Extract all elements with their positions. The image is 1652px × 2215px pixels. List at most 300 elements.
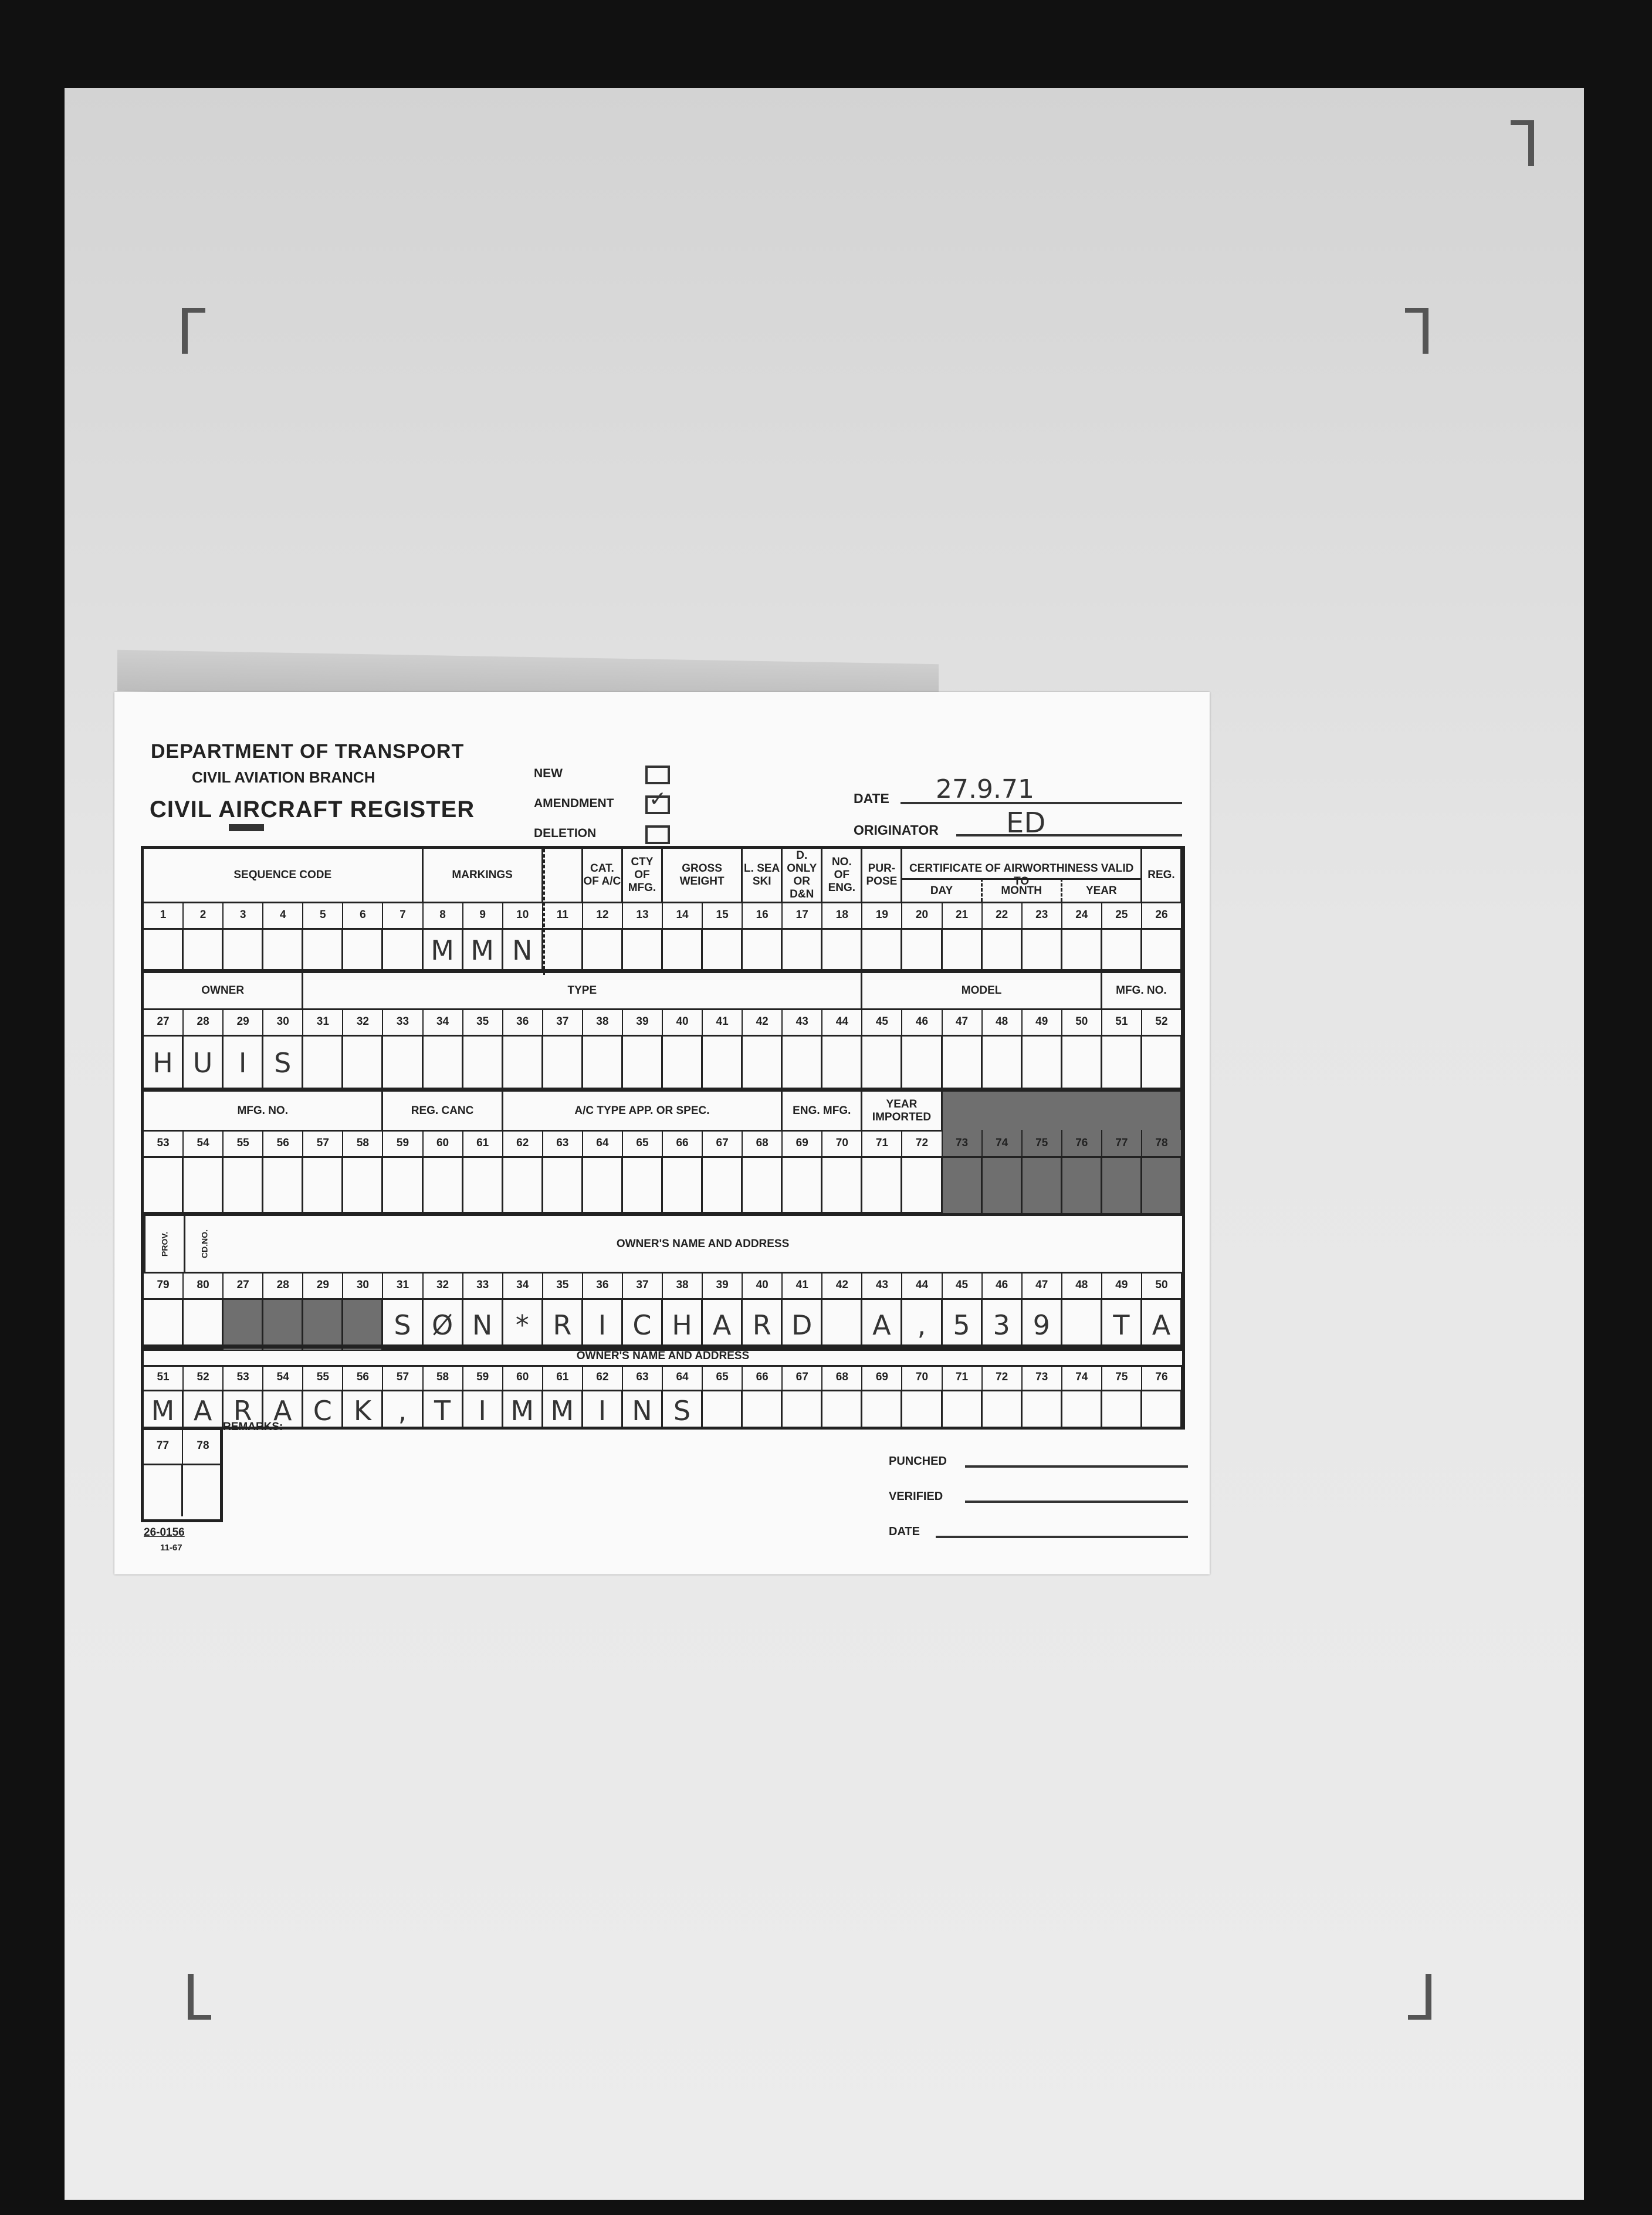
- row1-header-9: PUR- POSE: [862, 849, 902, 902]
- row1-entry-cell[interactable]: [144, 930, 184, 971]
- row2-number: 50: [1062, 1008, 1102, 1035]
- footer-date-label: DATE: [889, 1525, 920, 1538]
- row2-number: 32: [343, 1008, 383, 1035]
- row1-entry-cell[interactable]: [224, 930, 263, 971]
- row3-number: 65: [623, 1130, 663, 1156]
- row5-entry-cell[interactable]: T: [424, 1391, 463, 1430]
- certificate-subheader-2: YEAR: [1062, 878, 1142, 902]
- originator-line: [956, 834, 1182, 836]
- row1-number: 16: [743, 902, 783, 928]
- crop-mark-corner-right: [1511, 120, 1534, 166]
- row2-entry-cell[interactable]: [743, 1037, 783, 1089]
- row4-number: 39: [703, 1272, 743, 1298]
- row5-number: 60: [503, 1365, 543, 1390]
- number-77: 77: [144, 1428, 183, 1464]
- row2-number: 46: [902, 1008, 942, 1035]
- row5-entry-cell[interactable]: [703, 1391, 743, 1430]
- row3-number: 53: [144, 1130, 184, 1156]
- row4-number: 43: [862, 1272, 902, 1298]
- row3-entry-cell[interactable]: [1023, 1158, 1062, 1214]
- row1-entry-cell[interactable]: [743, 930, 783, 971]
- row4-number: 79: [144, 1272, 184, 1298]
- row1-entry-cell[interactable]: [902, 930, 942, 971]
- row1-header-8: NO. OF ENG.: [822, 849, 862, 902]
- row4-entry-cell[interactable]: [303, 1300, 343, 1350]
- row5-number: 58: [424, 1365, 463, 1390]
- row1-entry-cell[interactable]: M: [424, 930, 463, 971]
- row5-number: 59: [463, 1365, 503, 1390]
- row3-entry-cell[interactable]: [263, 1158, 303, 1214]
- row2-entry-cell[interactable]: [943, 1037, 983, 1089]
- row5-number: 71: [943, 1365, 983, 1390]
- row4-entry-cell[interactable]: S: [383, 1300, 423, 1350]
- row2-entry-cell[interactable]: [1023, 1037, 1062, 1089]
- verified-label: VERIFIED: [889, 1490, 943, 1503]
- row4-number: 36: [583, 1272, 623, 1298]
- row5-entry-cell[interactable]: N: [623, 1391, 663, 1430]
- remarks-label: REMARKS:: [223, 1421, 283, 1433]
- certificate-subheader-0: DAY: [902, 878, 982, 902]
- checkbox-deletion[interactable]: [645, 825, 670, 844]
- row4-number: 45: [943, 1272, 983, 1298]
- row1-entry-cell[interactable]: [1023, 930, 1062, 971]
- row3-entry-cell[interactable]: [144, 1158, 184, 1214]
- row3-header-1: REG. CANC: [383, 1092, 503, 1130]
- row2-entry-cell[interactable]: [1062, 1037, 1102, 1089]
- row4-entry-cell[interactable]: A: [1142, 1300, 1182, 1350]
- row2-entry-cell[interactable]: [583, 1037, 623, 1089]
- row3-entry-cell[interactable]: [1102, 1158, 1142, 1214]
- row3-entry-cell[interactable]: [623, 1158, 663, 1214]
- checkbox-label-amendment: AMENDMENT: [534, 797, 614, 810]
- row1-entry-cell[interactable]: [663, 930, 703, 971]
- row4-entry-cell[interactable]: [822, 1300, 862, 1350]
- row1-number: 7: [383, 902, 423, 928]
- row4-number: 32: [424, 1272, 463, 1298]
- row4-entry-cell[interactable]: N: [463, 1300, 503, 1350]
- row3-number: 61: [463, 1130, 503, 1156]
- row2-number: 34: [424, 1008, 463, 1035]
- row1-number: 22: [983, 902, 1023, 928]
- row3-number: 73: [943, 1130, 983, 1156]
- row2-entry-cell[interactable]: S: [263, 1037, 303, 1089]
- row1-number: 6: [343, 902, 383, 928]
- owner-address-section-2: [141, 1344, 1185, 1430]
- row4-entry-cell[interactable]: 9: [1023, 1300, 1062, 1350]
- row5-entry-cell[interactable]: [983, 1391, 1023, 1430]
- checkmark-icon: ✓: [649, 787, 667, 811]
- row4-number: 27: [224, 1272, 263, 1298]
- row1-number: 1: [144, 902, 184, 928]
- row3-entry-cell[interactable]: [983, 1158, 1023, 1214]
- row5-number: 55: [303, 1365, 343, 1390]
- row1-number: 3: [224, 902, 263, 928]
- row5-entry-cell[interactable]: S: [663, 1391, 703, 1430]
- row3-entry-cell[interactable]: [184, 1158, 224, 1214]
- row4-entry-cell[interactable]: [343, 1300, 383, 1350]
- row3-entry-cell[interactable]: [583, 1158, 623, 1214]
- row3-entry-cell[interactable]: [743, 1158, 783, 1214]
- row2-number: 29: [224, 1008, 263, 1035]
- row1-entry-cell[interactable]: [263, 930, 303, 971]
- row3-number: 74: [983, 1130, 1023, 1156]
- row1-header-4: CTY OF MFG.: [623, 849, 663, 902]
- row1-header-6: L. SEA SKI: [743, 849, 783, 902]
- row4-entry-cell[interactable]: *: [503, 1300, 543, 1350]
- row4-entry-cell[interactable]: C: [623, 1300, 663, 1350]
- row1-entry-cell[interactable]: [303, 930, 343, 971]
- row1-number: 10: [503, 902, 543, 928]
- row1-entry-cell[interactable]: [184, 930, 224, 971]
- punched-line: [965, 1465, 1188, 1468]
- row5-entry-cell[interactable]: R: [224, 1391, 263, 1430]
- row4-number: 44: [902, 1272, 942, 1298]
- verified-line: [965, 1501, 1188, 1503]
- row5-number: 53: [224, 1365, 263, 1390]
- manufacture-section: [141, 1089, 1185, 1215]
- row1-header-0: SEQUENCE CODE: [144, 849, 424, 902]
- pen-mark: [229, 824, 264, 831]
- cdno-header: CD.NO.: [184, 1216, 224, 1272]
- row2-entry-cell[interactable]: H: [144, 1037, 184, 1089]
- row5-number: 76: [1142, 1365, 1182, 1390]
- row3-number: 55: [224, 1130, 263, 1156]
- row2-number: 31: [303, 1008, 343, 1035]
- row1-number: 23: [1023, 902, 1062, 928]
- row5-number: 75: [1102, 1365, 1142, 1390]
- row1-entry-cell[interactable]: [1102, 930, 1142, 971]
- row3-number: 64: [583, 1130, 623, 1156]
- row4-entry-cell[interactable]: ,: [902, 1300, 942, 1350]
- owner-address-header-1: OWNER'S NAME AND ADDRESS: [616, 1237, 790, 1250]
- row2-entry-cell[interactable]: [343, 1037, 383, 1089]
- row5-entry-cell[interactable]: [822, 1391, 862, 1430]
- row4-number: 80: [184, 1272, 224, 1298]
- row4-number: 38: [663, 1272, 703, 1298]
- owner-type-section: [141, 970, 1185, 1090]
- row4-number: 49: [1102, 1272, 1142, 1298]
- row1-number: 15: [703, 902, 743, 928]
- row2-number: 30: [263, 1008, 303, 1035]
- row5-entry-cell[interactable]: [1142, 1391, 1182, 1430]
- row1-entry-cell[interactable]: [1062, 930, 1102, 971]
- row5-number: 61: [543, 1365, 583, 1390]
- row2-number: 47: [943, 1008, 983, 1035]
- row5-entry-cell[interactable]: [743, 1391, 783, 1430]
- row5-entry-cell[interactable]: I: [463, 1391, 503, 1430]
- row4-entry-cell[interactable]: H: [663, 1300, 703, 1350]
- row5-number: 57: [383, 1365, 423, 1390]
- row4-number: 41: [783, 1272, 822, 1298]
- row1-number: 26: [1142, 902, 1182, 928]
- row4-number: 40: [743, 1272, 783, 1298]
- row2-entry-cell[interactable]: [463, 1037, 503, 1089]
- row4-entry-cell[interactable]: [184, 1300, 224, 1350]
- row4-entry-cell[interactable]: [263, 1300, 303, 1350]
- row2-number: 27: [144, 1008, 184, 1035]
- row3-entry-cell[interactable]: [1142, 1158, 1182, 1214]
- row3-entry-cell[interactable]: [943, 1158, 983, 1214]
- row3-entry-cell[interactable]: [303, 1158, 343, 1214]
- row3-number: 68: [743, 1130, 783, 1156]
- row2-entry-cell[interactable]: [383, 1037, 423, 1089]
- row5-entry-cell[interactable]: [862, 1391, 902, 1430]
- row3-entry-cell[interactable]: [224, 1158, 263, 1214]
- row3-number: 67: [703, 1130, 743, 1156]
- row3-number: 56: [263, 1130, 303, 1156]
- row3-entry-cell[interactable]: [383, 1158, 423, 1214]
- crop-mark-bottom-left: [188, 1974, 211, 2020]
- row5-entry-cell[interactable]: [943, 1391, 983, 1430]
- crop-mark-bottom-right: [1408, 1974, 1431, 2020]
- row4-entry-cell[interactable]: 3: [983, 1300, 1023, 1350]
- row1-number: 21: [943, 902, 983, 928]
- row5-entry-cell[interactable]: K: [343, 1391, 383, 1430]
- row3-entry-cell[interactable]: [463, 1158, 503, 1214]
- row3-entry-cell[interactable]: [822, 1158, 862, 1214]
- row3-number: 57: [303, 1130, 343, 1156]
- row4-entry-cell[interactable]: I: [583, 1300, 623, 1350]
- row1-entry-cell[interactable]: [623, 930, 663, 971]
- row4-number: 47: [1023, 1272, 1062, 1298]
- row4-number: 46: [983, 1272, 1023, 1298]
- row5-entry-cell[interactable]: M: [144, 1391, 184, 1430]
- row4-entry-cell[interactable]: D: [783, 1300, 822, 1350]
- originator-label: ORIGINATOR: [854, 822, 939, 838]
- row2-entry-cell[interactable]: [543, 1037, 583, 1089]
- row2-entry-cell[interactable]: [783, 1037, 822, 1089]
- row2-entry-cell[interactable]: [822, 1037, 862, 1089]
- row2-entry-cell[interactable]: [424, 1037, 463, 1089]
- row2-number: 49: [1023, 1008, 1062, 1035]
- row3-number: 75: [1023, 1130, 1062, 1156]
- row3-number: 54: [184, 1130, 224, 1156]
- row3-entry-cell[interactable]: [703, 1158, 743, 1214]
- row2-entry-cell[interactable]: [703, 1037, 743, 1089]
- row5-number: 73: [1023, 1365, 1062, 1390]
- row1-entry-cell[interactable]: [543, 930, 583, 971]
- row4-number: 50: [1142, 1272, 1182, 1298]
- row3-entry-cell[interactable]: [1062, 1158, 1102, 1214]
- form-date: 11-67: [160, 1543, 182, 1553]
- row2-number: 43: [783, 1008, 822, 1035]
- row4-number: 35: [543, 1272, 583, 1298]
- row5-number: 74: [1062, 1365, 1102, 1390]
- row3-entry-cell[interactable]: [503, 1158, 543, 1214]
- originator-value: ED: [1006, 807, 1046, 839]
- row4-entry-cell[interactable]: Ø: [424, 1300, 463, 1350]
- row2-entry-cell[interactable]: U: [184, 1037, 224, 1089]
- row1-entry-cell[interactable]: [583, 930, 623, 971]
- branch-title: CIVIL AVIATION BRANCH: [192, 768, 375, 786]
- row1-number: 2: [184, 902, 224, 928]
- row2-entry-cell[interactable]: I: [224, 1037, 263, 1089]
- row2-number: 35: [463, 1008, 503, 1035]
- row1-header-1: MARKINGS: [424, 849, 543, 902]
- row1-entry-cell[interactable]: [862, 930, 902, 971]
- certificate-subheader-1: MONTH: [983, 878, 1062, 902]
- row1-entry-cell[interactable]: [943, 930, 983, 971]
- row5-number: 65: [703, 1365, 743, 1390]
- row3-entry-cell[interactable]: [543, 1158, 583, 1214]
- row5-entry-cell[interactable]: [902, 1391, 942, 1430]
- row3-entry-cell[interactable]: [343, 1158, 383, 1214]
- row1-number: 18: [822, 902, 862, 928]
- row3-header-3: ENG. MFG.: [783, 1092, 862, 1130]
- row1-header-5: GROSS WEIGHT: [663, 849, 743, 902]
- row2-number: 51: [1102, 1008, 1142, 1035]
- row4-entry-cell[interactable]: [224, 1300, 263, 1350]
- row5-entry-cell[interactable]: M: [543, 1391, 583, 1430]
- row3-number: 69: [783, 1130, 822, 1156]
- row1-entry-cell[interactable]: [822, 930, 862, 971]
- row2-number: 37: [543, 1008, 583, 1035]
- row1-header-2: [543, 849, 583, 902]
- row5-entry-cell[interactable]: [1023, 1391, 1062, 1430]
- row5-entry-cell[interactable]: A: [184, 1391, 224, 1430]
- row5-number: 66: [743, 1365, 783, 1390]
- row3-header-5: [943, 1092, 1182, 1130]
- row5-entry-cell[interactable]: [783, 1391, 822, 1430]
- row2-entry-cell[interactable]: [983, 1037, 1023, 1089]
- row4-entry-cell[interactable]: T: [1102, 1300, 1142, 1350]
- row4-number: 30: [343, 1272, 383, 1298]
- row5-entry-cell[interactable]: ,: [383, 1391, 423, 1430]
- row4-number: 33: [463, 1272, 503, 1298]
- row2-entry-cell[interactable]: [663, 1037, 703, 1089]
- row3-number: 60: [424, 1130, 463, 1156]
- row4-entry-cell[interactable]: [1062, 1300, 1102, 1350]
- row1-entry-cell[interactable]: [1142, 930, 1182, 971]
- row5-number: 70: [902, 1365, 942, 1390]
- register-card: [114, 692, 1210, 1574]
- row4-number: 34: [503, 1272, 543, 1298]
- checkbox-new[interactable]: [645, 766, 670, 784]
- row3-number: 63: [543, 1130, 583, 1156]
- row1-number: 25: [1102, 902, 1142, 928]
- row2-header-2: MODEL: [862, 973, 1102, 1008]
- department-title: DEPARTMENT OF TRANSPORT: [151, 740, 465, 763]
- row1-number: 4: [263, 902, 303, 928]
- row2-entry-cell[interactable]: [303, 1037, 343, 1089]
- row1-number: 19: [862, 902, 902, 928]
- form-code: 26-0156: [144, 1526, 185, 1539]
- date-label: DATE: [854, 791, 889, 806]
- sequence-section: [141, 846, 1185, 972]
- row2-number: 41: [703, 1008, 743, 1035]
- row4-entry-cell[interactable]: A: [862, 1300, 902, 1350]
- row5-entry-cell[interactable]: M: [503, 1391, 543, 1430]
- row1-entry-cell[interactable]: [343, 930, 383, 971]
- row5-entry-cell[interactable]: C: [303, 1391, 343, 1430]
- row3-number: 71: [862, 1130, 902, 1156]
- row5-entry-cell[interactable]: [1062, 1391, 1102, 1430]
- row5-number: 68: [822, 1365, 862, 1390]
- register-title: CIVIL AIRCRAFT REGISTER: [150, 797, 475, 822]
- row4-number: 37: [623, 1272, 663, 1298]
- row3-number: 78: [1142, 1130, 1182, 1156]
- checkbox-label-deletion: DELETION: [534, 827, 597, 840]
- row1-number: 9: [463, 902, 503, 928]
- row5-number: 64: [663, 1365, 703, 1390]
- row3-header-2: A/C TYPE APP. OR SPEC.: [503, 1092, 783, 1130]
- row3-number: 58: [343, 1130, 383, 1156]
- row3-entry-cell[interactable]: [424, 1158, 463, 1214]
- row2-number: 40: [663, 1008, 703, 1035]
- row4-entry-cell[interactable]: 5: [943, 1300, 983, 1350]
- row3-entry-cell[interactable]: [783, 1158, 822, 1214]
- row1-header-7: D. ONLY OR D&N: [783, 849, 822, 902]
- row3-header-4: YEAR IMPORTED: [862, 1092, 942, 1130]
- row1-entry-cell[interactable]: N: [503, 930, 543, 971]
- row3-number: 70: [822, 1130, 862, 1156]
- row2-number: 45: [862, 1008, 902, 1035]
- row4-number: 28: [263, 1272, 303, 1298]
- row2-header-1: TYPE: [303, 973, 862, 1008]
- row4-entry-cell[interactable]: A: [703, 1300, 743, 1350]
- crop-mark-top-left: [182, 308, 205, 354]
- row2-number: 38: [583, 1008, 623, 1035]
- row4-number: 48: [1062, 1272, 1102, 1298]
- row2-entry-cell[interactable]: [1142, 1037, 1182, 1089]
- row4-number: 29: [303, 1272, 343, 1298]
- row2-entry-cell[interactable]: [902, 1037, 942, 1089]
- row3-entry-cell[interactable]: [862, 1158, 902, 1214]
- row1-number: 5: [303, 902, 343, 928]
- row2-entry-cell[interactable]: [623, 1037, 663, 1089]
- row3-header-0: MFG. NO.: [144, 1092, 383, 1130]
- row3-number: 76: [1062, 1130, 1102, 1156]
- row1-number: 17: [783, 902, 822, 928]
- row3-number: 72: [902, 1130, 942, 1156]
- row5-number: 52: [184, 1365, 224, 1390]
- row5-number: 63: [623, 1365, 663, 1390]
- row1-entry-cell[interactable]: [983, 930, 1023, 971]
- row2-number: 36: [503, 1008, 543, 1035]
- row2-entry-cell[interactable]: [862, 1037, 902, 1089]
- row5-number: 54: [263, 1365, 303, 1390]
- row1-header-10: CERTIFICATE OF AIRWORTHINESS VALID TO: [902, 849, 1142, 902]
- row1-header-11: REG.: [1142, 849, 1182, 902]
- row5-entry-cell[interactable]: [1102, 1391, 1142, 1430]
- row1-entry-cell[interactable]: [783, 930, 822, 971]
- checkbox-label-new: NEW: [534, 767, 563, 780]
- row1-number: 20: [902, 902, 942, 928]
- owner-address-section-1: [141, 1213, 1185, 1351]
- row2-entry-cell[interactable]: [503, 1037, 543, 1089]
- row4-entry-cell[interactable]: R: [743, 1300, 783, 1350]
- row3-number: 66: [663, 1130, 703, 1156]
- row3-entry-cell[interactable]: [663, 1158, 703, 1214]
- row1-entry-cell[interactable]: [703, 930, 743, 971]
- row3-entry-cell[interactable]: [902, 1158, 942, 1214]
- row2-header-3: MFG. NO.: [1102, 973, 1182, 1008]
- remarks-cell[interactable]: [144, 1464, 183, 1516]
- row2-entry-cell[interactable]: [1102, 1037, 1142, 1089]
- row2-number: 39: [623, 1008, 663, 1035]
- row2-header-0: OWNER: [144, 973, 303, 1008]
- row5-entry-cell[interactable]: I: [583, 1391, 623, 1430]
- row1-header-3: CAT. OF A/C: [583, 849, 623, 902]
- row1-entry-cell[interactable]: [383, 930, 423, 971]
- row1-entry-cell[interactable]: M: [463, 930, 503, 971]
- row5-entry-cell[interactable]: A: [263, 1391, 303, 1430]
- row1-number: 14: [663, 902, 703, 928]
- row4-number: 42: [822, 1272, 862, 1298]
- row4-entry-cell[interactable]: R: [543, 1300, 583, 1350]
- row4-entry-cell[interactable]: [144, 1300, 184, 1350]
- checkbox-amendment[interactable]: [645, 787, 670, 814]
